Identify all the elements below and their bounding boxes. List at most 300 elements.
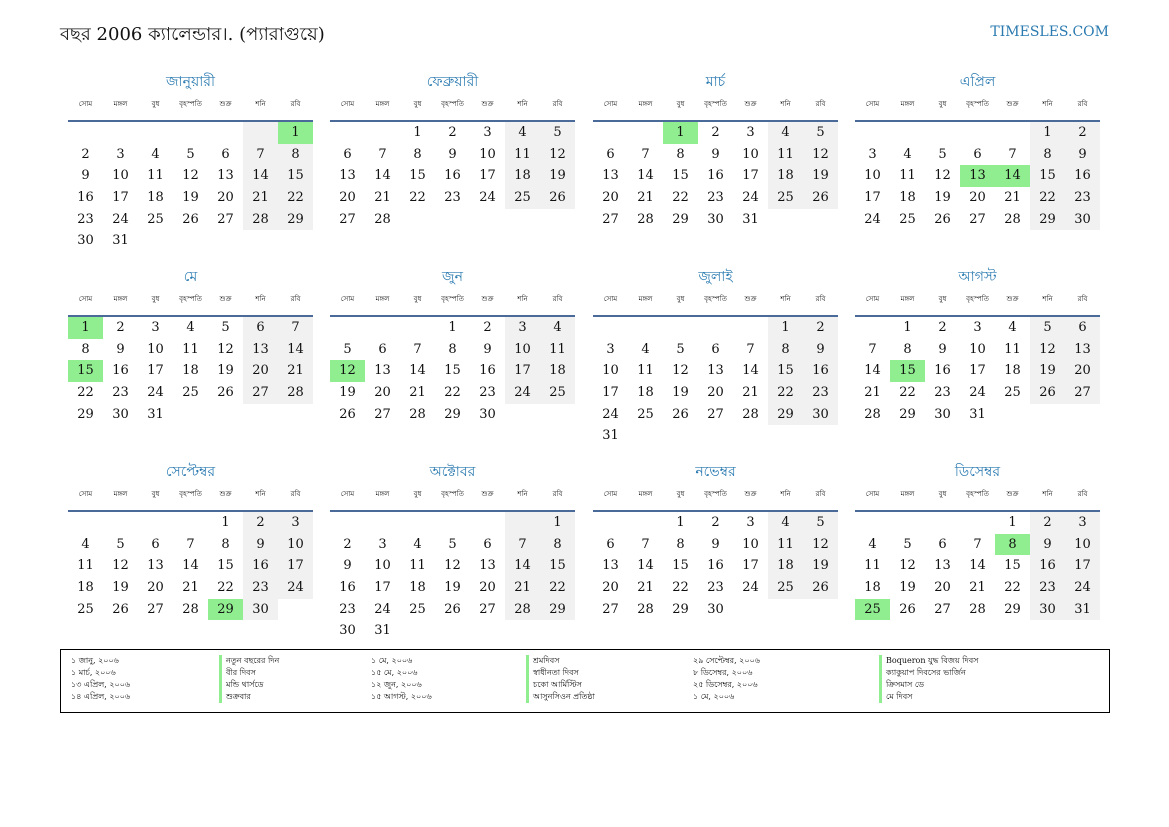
weekday-label: শুক্র [481, 295, 494, 303]
day-cell: 17 [864, 190, 881, 206]
empty-cell [470, 209, 505, 231]
weekday-label: বুধ [413, 100, 422, 108]
weekday-label: শুক্র [744, 100, 757, 108]
weekday-label: সোম [865, 100, 880, 108]
day-cell: 28 [637, 211, 654, 227]
day-cell: 28 [409, 406, 426, 422]
weekday-label: মঙ্গল [638, 490, 653, 498]
empty-cell [628, 512, 663, 534]
day-cell: 3 [505, 317, 540, 339]
day-cell: 22 [217, 580, 234, 596]
day-cell: 1 [540, 512, 575, 534]
day-cell: 2 [116, 320, 125, 335]
day-cell: 20 [217, 190, 234, 206]
day-cell: 17 [479, 168, 496, 184]
weekday-label: শনি [255, 100, 266, 108]
day-cell: 5 [803, 512, 838, 534]
day-cell: 2 [448, 125, 457, 140]
day-cell: 28 [243, 209, 278, 231]
empty-cell [208, 404, 243, 426]
legend-date: ১৩ এপ্রিল, ২০০৬ [71, 680, 131, 689]
day-cell: 23 [803, 382, 838, 404]
day-cell: 29 [540, 599, 575, 621]
legend-holiday-name: শ্রমদিবস [526, 655, 560, 667]
day-cell: 12 [899, 558, 916, 574]
day-cell: 2 [938, 320, 947, 335]
day-cell: 6 [938, 536, 947, 552]
day-cell: 6 [343, 146, 352, 162]
day-grid [330, 317, 575, 425]
empty-cell [208, 122, 243, 144]
month-block [330, 462, 575, 642]
day-cell: 6 [243, 317, 278, 339]
day-grid [330, 512, 575, 642]
day-cell: 19 [1030, 360, 1065, 382]
day-cell: 6 [151, 536, 160, 552]
day-cell: 3 [973, 320, 982, 335]
day-cell: 11 [637, 363, 654, 379]
day-cell: 7 [278, 317, 313, 339]
day-cell: 30 [243, 599, 278, 621]
day-cell: 28 [637, 601, 654, 617]
day-cell: 21 [505, 577, 540, 599]
day-cell: 14 [243, 165, 278, 187]
weekday-label: সোম [78, 490, 93, 498]
empty-cell [540, 209, 575, 231]
weekday-label: মঙ্গল [638, 295, 653, 303]
day-cell: 11 [77, 558, 94, 574]
day-cell: 30 [77, 233, 94, 249]
weekday-label: বুধ [151, 295, 160, 303]
weekday-label: বৃহস্পতি [704, 100, 727, 108]
day-cell: 1 [1008, 515, 1017, 530]
day-cell: 15 [890, 360, 925, 382]
day-grid [855, 122, 1100, 230]
weekday-label: মঙ্গল [113, 490, 128, 498]
empty-cell [768, 209, 803, 231]
legend-date: ১৫ মে, ২০০৬ [371, 668, 418, 677]
day-cell: 10 [505, 339, 540, 361]
day-cell: 8 [278, 144, 313, 166]
day-cell: 13 [602, 558, 619, 574]
day-cell: 28 [1004, 211, 1021, 227]
day-cell: 12 [540, 144, 575, 166]
day-cell: 18 [409, 580, 426, 596]
weekday-label: বৃহস্পতি [704, 295, 727, 303]
weekday-label: সোম [340, 490, 355, 498]
day-cell: 6 [378, 341, 387, 357]
empty-cell [365, 317, 400, 339]
day-cell: 29 [77, 406, 94, 422]
empty-cell [400, 317, 435, 339]
day-cell: 1 [768, 317, 803, 339]
day-cell: 9 [81, 168, 90, 184]
weekday-label: রবি [815, 490, 826, 498]
day-cell: 3 [116, 146, 125, 162]
empty-cell [733, 317, 768, 339]
day-cell: 19 [444, 580, 461, 596]
empty-cell [995, 122, 1030, 144]
weekday-label: মঙ্গল [375, 295, 390, 303]
empty-cell [278, 230, 313, 252]
empty-cell [278, 599, 313, 621]
day-cell: 22 [672, 580, 689, 596]
day-cell: 13 [707, 363, 724, 379]
day-cell: 16 [444, 168, 461, 184]
day-cell: 20 [934, 580, 951, 596]
day-cell: 26 [803, 577, 838, 599]
day-cell: 24 [742, 190, 759, 206]
day-cell: 12 [934, 168, 951, 184]
weekday-label: শুক্র [481, 490, 494, 498]
day-cell: 16 [479, 363, 496, 379]
day-cell: 15 [68, 360, 103, 382]
month-block [68, 72, 313, 252]
weekday-label: শনি [780, 490, 791, 498]
weekday-label: রবি [1077, 490, 1088, 498]
day-cell: 7 [1008, 146, 1017, 162]
month-block [68, 267, 313, 425]
empty-cell [505, 209, 540, 231]
day-cell: 30 [707, 601, 724, 617]
day-cell: 22 [444, 385, 461, 401]
day-cell: 2 [483, 320, 492, 335]
empty-cell [733, 599, 768, 621]
day-cell: 3 [151, 320, 160, 335]
day-cell: 21 [409, 385, 426, 401]
empty-cell [68, 122, 103, 144]
day-cell: 16 [1030, 555, 1065, 577]
day-cell: 18 [1004, 363, 1021, 379]
day-cell: 8 [676, 146, 685, 162]
legend-holiday-name: মে দিবস [879, 691, 912, 703]
empty-cell [855, 512, 890, 534]
day-cell: 10 [969, 341, 986, 357]
empty-cell [208, 230, 243, 252]
day-cell: 10 [742, 146, 759, 162]
day-cell: 1 [1030, 122, 1065, 144]
day-cell: 10 [742, 536, 759, 552]
weekday-label: শুক্র [219, 490, 232, 498]
day-grid [68, 317, 313, 425]
day-grid [593, 317, 838, 447]
day-cell: 19 [899, 580, 916, 596]
day-cell: 1 [413, 125, 422, 140]
weekday-label: মঙ্গল [638, 100, 653, 108]
day-cell: 24 [374, 601, 391, 617]
legend-row [61, 679, 1109, 691]
day-cell: 23 [77, 211, 94, 227]
legend-date: ২৫ ডিসেম্বর, ২০০৬ [693, 680, 758, 689]
month-name: আগস্ট [958, 269, 997, 285]
day-cell: 14 [278, 339, 313, 361]
month-block [330, 267, 575, 425]
day-cell: 14 [182, 558, 199, 574]
month-name: মার্চ [705, 74, 726, 90]
day-cell: 6 [606, 536, 615, 552]
day-cell: 14 [637, 168, 654, 184]
day-cell: 19 [217, 363, 234, 379]
day-cell: 19 [182, 190, 199, 206]
day-cell: 3 [868, 146, 877, 162]
day-cell: 5 [540, 122, 575, 144]
weekday-header [855, 94, 1100, 122]
legend-date: ১ জানু, ২০০৬ [71, 656, 119, 665]
day-cell: 25 [182, 385, 199, 401]
day-cell: 20 [339, 190, 356, 206]
day-cell: 25 [768, 187, 803, 209]
day-cell: 18 [768, 165, 803, 187]
empty-cell [365, 122, 400, 144]
day-cell: 15 [444, 363, 461, 379]
empty-cell [803, 599, 838, 621]
weekday-label: সোম [603, 490, 618, 498]
day-cell: 6 [483, 536, 492, 552]
day-cell: 17 [742, 168, 759, 184]
day-cell: 1 [676, 515, 685, 530]
day-cell: 12 [112, 558, 129, 574]
legend-date: ১২ জুন, ২০০৬ [371, 680, 422, 689]
day-cell: 11 [768, 144, 803, 166]
weekday-label: সোম [340, 295, 355, 303]
day-cell: 21 [278, 360, 313, 382]
legend-row [61, 691, 1109, 703]
day-cell: 9 [1030, 534, 1065, 556]
day-cell: 30 [1030, 599, 1065, 621]
month-name: ডিসেম্বর [954, 464, 1001, 480]
day-cell: 13 [602, 168, 619, 184]
day-cell: 28 [505, 599, 540, 621]
day-grid [855, 512, 1100, 620]
legend-holiday-name: বীর দিবস [219, 667, 256, 679]
day-cell: 3 [746, 515, 755, 530]
day-cell: 15 [672, 558, 689, 574]
day-cell: 18 [864, 580, 881, 596]
day-cell: 16 [803, 360, 838, 382]
day-cell: 8 [903, 341, 912, 357]
month-block [855, 267, 1100, 425]
day-cell: 15 [1030, 165, 1065, 187]
weekday-label: মঙ্গল [375, 490, 390, 498]
month-name: এপ্রিল [959, 74, 996, 90]
day-cell: 24 [742, 580, 759, 596]
day-cell: 3 [606, 341, 615, 357]
weekday-label: বৃহস্পতি [441, 295, 464, 303]
day-cell: 17 [742, 558, 759, 574]
holiday-legend [60, 649, 1110, 713]
legend-date: ২৯ সেপ্টেম্বর, ২০০৬ [693, 656, 760, 665]
day-cell: 26 [540, 187, 575, 209]
day-cell: 24 [602, 406, 619, 422]
day-cell: 11 [1004, 341, 1021, 357]
day-cell: 5 [221, 320, 230, 335]
day-cell: 25 [77, 601, 94, 617]
day-cell: 17 [278, 555, 313, 577]
empty-cell [400, 512, 435, 534]
day-cell: 8 [81, 341, 90, 357]
day-cell: 23 [112, 385, 129, 401]
weekday-label: শনি [517, 100, 528, 108]
day-cell: 27 [479, 601, 496, 617]
weekday-label: মঙ্গল [375, 100, 390, 108]
month-block [855, 72, 1100, 230]
day-cell: 4 [768, 512, 803, 534]
day-cell: 13 [1065, 339, 1100, 361]
day-cell: 18 [768, 555, 803, 577]
day-cell: 5 [116, 536, 125, 552]
weekday-label: শনি [1042, 100, 1053, 108]
empty-cell [278, 404, 313, 426]
day-cell: 15 [217, 558, 234, 574]
day-cell: 21 [243, 187, 278, 209]
day-cell: 15 [278, 165, 313, 187]
day-cell: 26 [339, 406, 356, 422]
day-cell: 7 [505, 534, 540, 556]
weekday-label: বৃহস্পতি [441, 100, 464, 108]
weekday-label: শনি [517, 295, 528, 303]
day-cell: 2 [1030, 512, 1065, 534]
weekday-label: সোম [865, 490, 880, 498]
day-cell: 16 [934, 363, 951, 379]
day-cell: 15 [1004, 558, 1021, 574]
weekday-header [68, 289, 313, 317]
day-cell: 31 [742, 211, 759, 227]
day-cell: 25 [409, 601, 426, 617]
day-cell: 22 [540, 577, 575, 599]
empty-cell [540, 620, 575, 642]
day-cell: 15 [768, 360, 803, 382]
day-cell: 23 [339, 601, 356, 617]
day-cell: 18 [505, 165, 540, 187]
day-cell: 19 [803, 555, 838, 577]
day-cell: 16 [77, 190, 94, 206]
day-cell: 26 [217, 385, 234, 401]
day-cell: 7 [746, 341, 755, 357]
day-cell: 4 [868, 536, 877, 552]
empty-cell [768, 599, 803, 621]
day-cell: 2 [343, 536, 352, 552]
weekday-label: শনি [1042, 490, 1053, 498]
site-link[interactable]: TIMESLES.COM [990, 24, 1109, 40]
day-cell: 1 [903, 320, 912, 335]
weekday-label: বুধ [938, 295, 947, 303]
empty-cell [435, 209, 470, 231]
legend-holiday-name: চকো আর্মিস্টিস [526, 679, 582, 691]
empty-cell [400, 209, 435, 231]
day-cell: 19 [540, 165, 575, 187]
day-cell: 14 [995, 165, 1030, 187]
day-cell: 30 [112, 406, 129, 422]
day-cell: 24 [505, 382, 540, 404]
month-block [330, 72, 575, 230]
day-cell: 9 [711, 146, 720, 162]
day-cell: 26 [182, 211, 199, 227]
weekday-label: সোম [340, 100, 355, 108]
weekday-label: বুধ [938, 490, 947, 498]
empty-cell [138, 512, 173, 534]
weekday-label: শুক্র [744, 490, 757, 498]
month-name: অক্টোবর [429, 464, 476, 480]
day-cell: 3 [278, 512, 313, 534]
day-cell: 2 [1065, 122, 1100, 144]
weekday-label: বুধ [413, 490, 422, 498]
day-cell: 9 [711, 536, 720, 552]
day-cell: 26 [444, 601, 461, 617]
empty-cell [768, 425, 803, 447]
weekday-header [855, 484, 1100, 512]
empty-cell [890, 122, 925, 144]
weekday-label: বুধ [938, 100, 947, 108]
day-cell: 29 [278, 209, 313, 231]
day-cell: 8 [676, 536, 685, 552]
day-cell: 26 [672, 406, 689, 422]
weekday-label: শুক্র [1006, 490, 1019, 498]
day-cell: 10 [864, 168, 881, 184]
day-cell: 26 [1030, 382, 1065, 404]
weekday-label: শনি [255, 295, 266, 303]
day-cell: 16 [707, 168, 724, 184]
day-cell: 29 [672, 601, 689, 617]
day-cell: 1 [68, 317, 103, 339]
legend-date: ১ মার্চ, ২০০৬ [71, 668, 116, 677]
day-cell: 9 [483, 341, 492, 357]
day-cell: 3 [746, 125, 755, 140]
day-cell: 16 [243, 555, 278, 577]
empty-cell [593, 512, 628, 534]
day-cell: 22 [77, 385, 94, 401]
day-cell: 31 [112, 233, 129, 249]
empty-cell [400, 620, 435, 642]
month-name: জুন [442, 269, 463, 285]
weekday-label: বুধ [676, 295, 685, 303]
weekday-label: সোম [865, 295, 880, 303]
weekday-header [593, 484, 838, 512]
day-cell: 13 [339, 168, 356, 184]
weekday-label: বৃহস্পতি [441, 490, 464, 498]
day-cell: 10 [479, 146, 496, 162]
day-cell: 14 [409, 363, 426, 379]
day-cell: 11 [899, 168, 916, 184]
weekday-label: মঙ্গল [113, 295, 128, 303]
day-cell: 24 [147, 385, 164, 401]
weekday-header [855, 289, 1100, 317]
day-cell: 20 [1065, 360, 1100, 382]
day-cell: 17 [147, 363, 164, 379]
day-cell: 6 [606, 146, 615, 162]
empty-cell [243, 122, 278, 144]
empty-cell [663, 425, 698, 447]
empty-cell [960, 122, 995, 144]
day-cell: 23 [1030, 577, 1065, 599]
weekday-header [330, 94, 575, 122]
day-cell: 4 [151, 146, 160, 162]
weekday-label: রবি [290, 100, 301, 108]
weekday-label: রবি [552, 100, 563, 108]
day-cell: 23 [707, 580, 724, 596]
weekday-label: সোম [603, 100, 618, 108]
day-cell: 20 [969, 190, 986, 206]
day-cell: 29 [1004, 601, 1021, 617]
day-cell: 23 [707, 190, 724, 206]
empty-cell [663, 317, 698, 339]
day-cell: 9 [803, 339, 838, 361]
weekday-label: মঙ্গল [900, 100, 915, 108]
weekday-label: বুধ [676, 490, 685, 498]
day-cell: 7 [973, 536, 982, 552]
weekday-header [593, 289, 838, 317]
day-cell: 1 [663, 122, 698, 144]
month-name: নভেম্বর [695, 464, 736, 480]
